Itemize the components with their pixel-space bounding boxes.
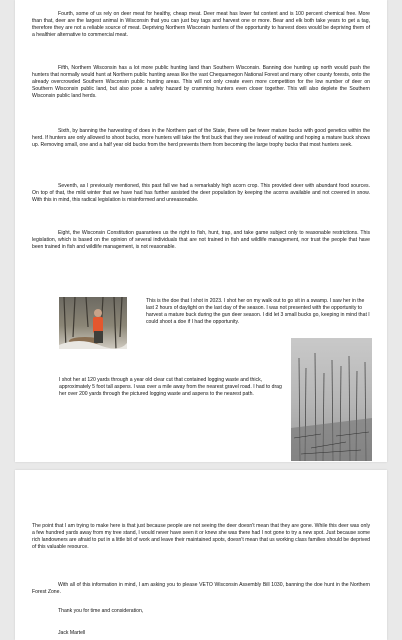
paragraph-seventh: Seventh, as I previously mentioned, this past fall we had a remarkably high acorn crop. This provided deer with abundant food sources. On top of that, the mild winter that we have had has further assisted the deer population by keeping the acorns available and not covered in snow. With this in mind, this radical legislation is misinformed and unreasonable. (32, 183, 370, 204)
paragraph-veto-request: With all of this information in mind, I am asking you to please VETO Wisconsin Assembly Bill 1030, banning the doe hunt in the Northern Forest Zone. (32, 582, 370, 596)
shot-caption: I shot her at 120 yards through a year old clear cut that contained logging waste and thick, approximately 5 foot tall aspens. I was over a mile away from the nearest gravel road. I had to drag her over 200 yards through the pictured logging waste and aspens to the nearest path. (59, 377, 282, 398)
signature-name: Jack Martell (58, 630, 86, 636)
paragraph-fourth: Fourth, some of us rely on deer meat for healthy, cheap meat. Deer meat has lower fat content and is 100 percent chemical free. More than that, deer are the largest animal in Wisconsin that you can just buy tags and harvest one or more. Bear and elk both take years to get a tag, therefore they are not a reliable source of meat. Depriving Northern Wisconsin hunters of the opportunity to harvest does would be depriving them of a healthier alternative to commercial meat. (32, 11, 370, 39)
paragraph-fifth: Fifth, Northern Wisconsin has a lot more public hunting land than Southern Wisconsin. Banning doe hunting up north would push the hunters that normally would hunt at Northern public hunting areas like the vast Chequamegon National Forest and many other county forests, onto the already overcrowded Southern Wisconsin public hunting areas. This will not only create even more competition for the low number of deer on Southern Wisconsin public land, but also pose a safety hazard by cramming hunters even closer together. This will also deplete the Southern Wisconsin public land herds. (32, 65, 370, 100)
doe-photo-caption: This is the doe that I shot in 2023. I shot her on my walk out to go sit in a swamp. I saw her in the last 2 hours of daylight on the last day of the season. I was not presented with the opportunity to harvest a mature buck during the gun deer season. I did let 3 small bucks go, keeping in mind that I could shoot a doe if I had the opportunity. (146, 298, 370, 326)
document-page-1 (15, 0, 387, 462)
document-page-2 (15, 470, 387, 640)
doe-photo-image (59, 297, 127, 349)
doe-photo (59, 297, 127, 349)
paragraph-point: The point that I am trying to make here is that just because people are not seeing the deer doesn't mean that they are gone. While this deer was only a few hundred yards away from my tree stand, I would never have seen it or knew she was there had I not gone to try a new spot. Just because some rich landowners are afraid to put in a little bit of work and leave their maintained spots, doesn't mean that us working class families should be deprived of this valuable resource. (32, 523, 370, 551)
aspen-photo (291, 338, 372, 461)
thank-you-line: Thank you for time and consideration, (58, 608, 144, 614)
aspen-photo-image (291, 338, 372, 461)
paragraph-eighth: Eight, the Wisconsin Constitution guarantees us the right to fish, hunt, trap, and take game subject only to reasonable restrictions. This legislation, which is based on the opinion of several individuals that are not trained in fish and wildlife management, nor trust the people that have been trained in fish and wildlife management, is not reasonable. (32, 230, 370, 251)
paragraph-sixth: Sixth, by banning the harvesting of does in the Northern part of the State, there will be fewer mature bucks with good genetics within the herd. If hunters are only allowed to shoot bucks, more hunters will take the first buck that they see instead of waiting and hoping a mature buck shows up. Removing small, one and a half year old bucks from the herd prevents them from becoming the large trophy bucks that most hunters seek. (32, 128, 370, 149)
